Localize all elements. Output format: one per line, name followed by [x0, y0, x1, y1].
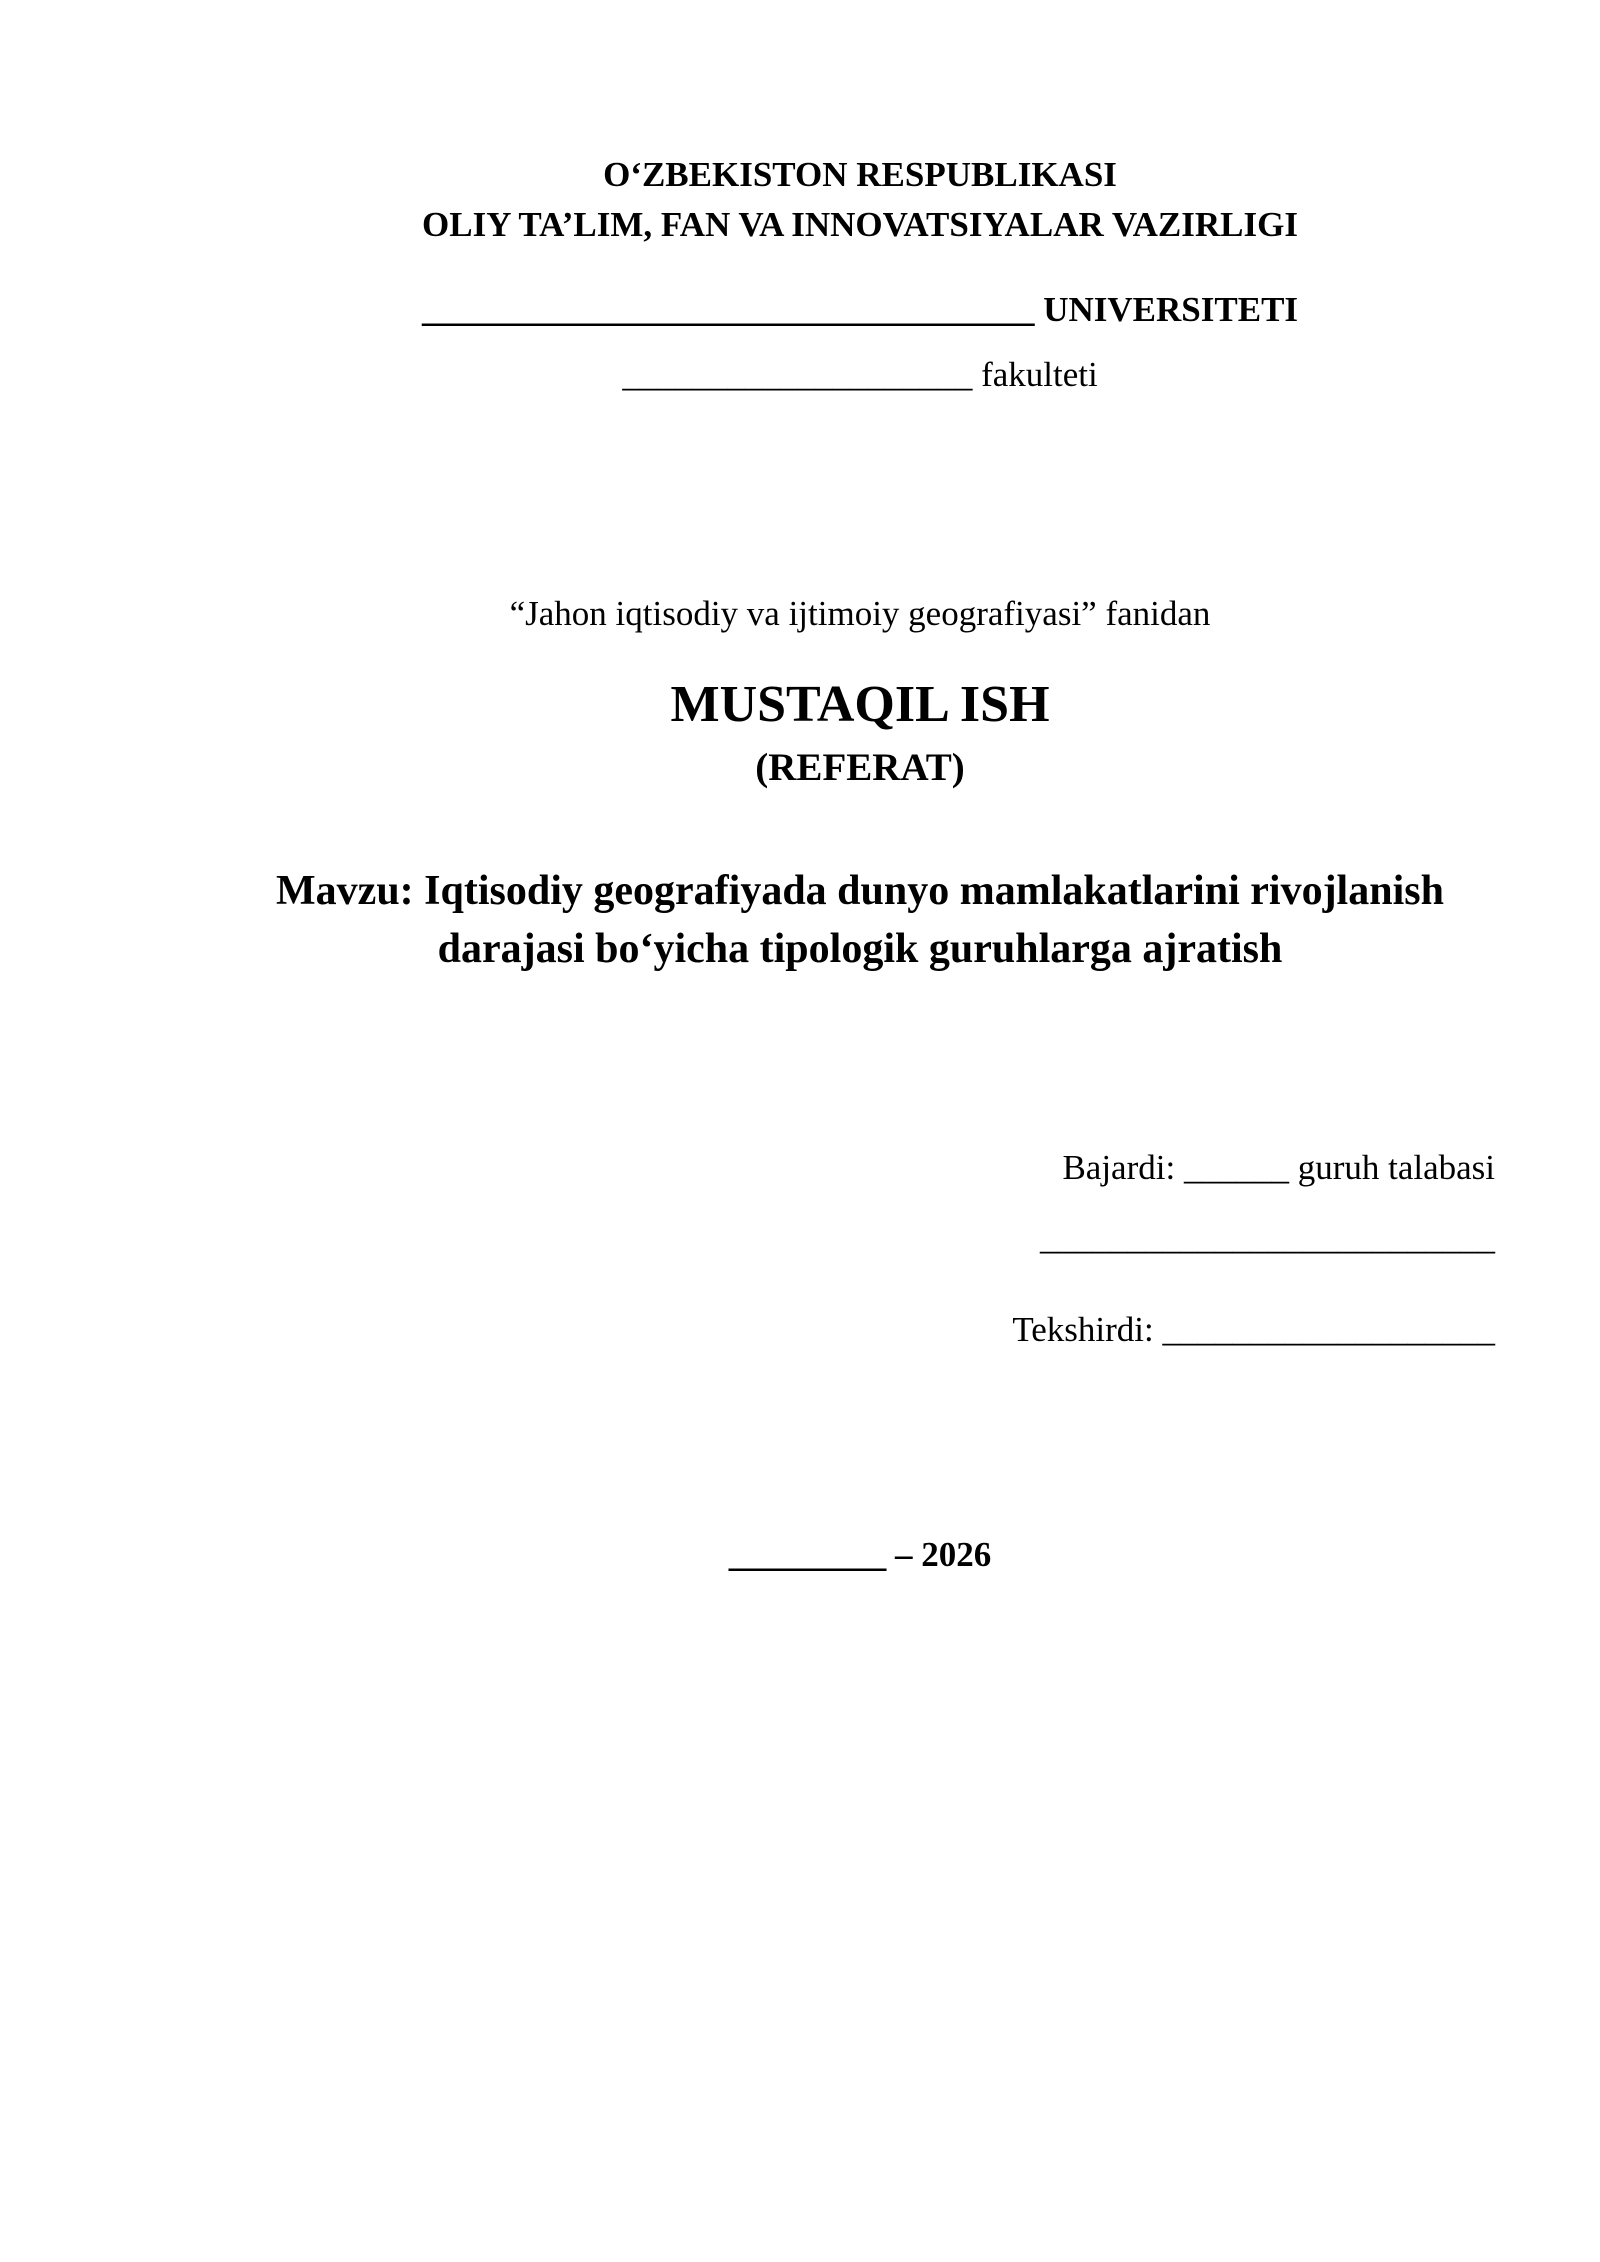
- performed-by-line: Bajardi: ______ guruh talabasi: [1062, 1148, 1495, 1187]
- year-line: _________ – 2026: [728, 1535, 992, 1574]
- subject-line: “Jahon iqtisodiy va ijtimoiy geografiyasi” fanidan: [509, 594, 1211, 633]
- country-heading: O‘ZBEKISTON RESPUBLIKASI: [603, 155, 1117, 194]
- document-title: MUSTAQIL ISH: [670, 676, 1050, 733]
- faculty-line: ____________________ fakulteti: [622, 355, 1098, 394]
- topic-line-2: darajasi bo‘yicha tipologik guruhlarga ajratish: [437, 926, 1283, 972]
- university-line: ___________________________________ UNIVERSITETI: [421, 290, 1299, 329]
- document-subtitle: (REFERAT): [755, 746, 965, 789]
- checked-by-line: Tekshirdi: ___________________: [1012, 1310, 1495, 1349]
- performed-by-name-blank: __________________________: [1040, 1218, 1495, 1257]
- topic-line-1: Mavzu: Iqtisodiy geografiyada dunyo mamlakatlarini rivojlanish: [276, 868, 1444, 914]
- ministry-heading: OLIY TA’LIM, FAN VA INNOVATSIYALAR VAZIRLIGI: [422, 205, 1298, 244]
